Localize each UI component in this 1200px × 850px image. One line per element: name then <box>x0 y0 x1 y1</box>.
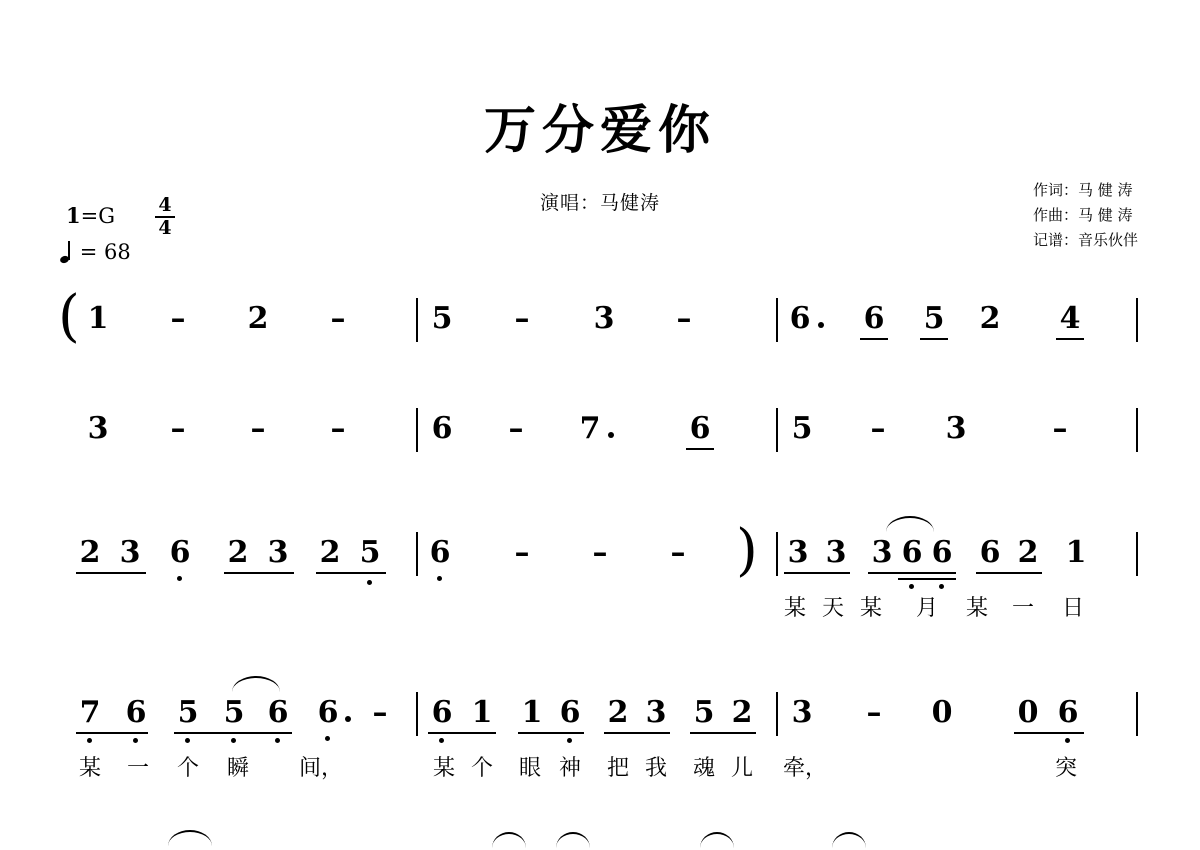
note: 5 <box>177 695 199 730</box>
open-paren: ( <box>58 284 80 349</box>
time-signature-denominator: 4 <box>158 217 172 239</box>
beam-underline <box>920 338 948 340</box>
note: 6 <box>169 535 191 570</box>
note: 3 <box>119 535 141 570</box>
notes-line <box>0 820 1200 850</box>
note: 3 <box>87 411 109 446</box>
beam-underline-2 <box>898 578 956 580</box>
lyric-syllable: 魂 <box>692 756 715 781</box>
note: 5 <box>791 411 813 446</box>
staff-row-5-partial <box>0 820 1200 850</box>
note: 3 <box>825 535 847 570</box>
augmentation-dot <box>608 432 614 438</box>
note: 2 <box>607 695 629 730</box>
lyric-syllable: 把 <box>606 756 629 781</box>
low-octave-dot <box>437 576 442 581</box>
barline <box>776 408 778 452</box>
note: – <box>592 535 608 570</box>
note: 7 <box>79 695 101 730</box>
note: 6 <box>1057 695 1079 730</box>
lyric-syllable: 突 <box>1054 756 1077 781</box>
staff-row-1 <box>0 284 1200 416</box>
note: 6 <box>431 695 453 730</box>
note: 6 <box>789 301 811 336</box>
staff-row-3 <box>0 518 1200 650</box>
note: – <box>870 411 886 446</box>
slur <box>832 832 866 848</box>
note: 1 <box>471 695 493 730</box>
beam-underline <box>976 572 1042 574</box>
note: 6 <box>689 411 711 446</box>
note: 2 <box>79 535 101 570</box>
lyrics-line <box>0 756 1200 790</box>
note: 6 <box>429 535 451 570</box>
time-signature-numerator: 4 <box>158 194 172 216</box>
lyric-syllable: 个 <box>176 756 199 781</box>
slur <box>492 832 526 848</box>
notes-line <box>0 284 1200 352</box>
lyric-syllable: 眼 <box>518 756 541 781</box>
note: – <box>250 411 266 446</box>
low-octave-dot <box>133 738 138 743</box>
note: – <box>866 695 882 730</box>
key-name: =G <box>80 204 115 228</box>
slur <box>556 832 590 848</box>
note: 3 <box>645 695 667 730</box>
low-octave-dot <box>367 580 372 585</box>
barline <box>1136 298 1138 342</box>
note: 3 <box>267 535 289 570</box>
note: 3 <box>791 695 813 730</box>
low-octave-dot <box>1065 738 1070 743</box>
credits-block <box>1033 178 1138 253</box>
slur <box>168 830 212 846</box>
note: – <box>330 301 346 336</box>
page-title: 万分爱你 <box>483 100 716 161</box>
note: 3 <box>593 301 615 336</box>
beam-underline <box>1056 338 1084 340</box>
barline <box>416 692 418 736</box>
note: 6 <box>267 695 289 730</box>
slur <box>232 676 280 692</box>
barline <box>416 298 418 342</box>
lyric-syllable: 儿 <box>730 756 753 781</box>
note: 1 <box>1065 535 1087 570</box>
composer-credit: 作曲：马 健 涛 <box>1032 206 1133 224</box>
lyric-syllable: 一 <box>126 756 149 781</box>
note: 6 <box>125 695 147 730</box>
lyric-syllable: 瞬 <box>226 756 249 781</box>
beam-underline <box>174 732 292 734</box>
low-octave-dot <box>231 738 236 743</box>
note: 2 <box>319 535 341 570</box>
lyric-syllable: 个 <box>470 756 493 781</box>
note: 2 <box>731 695 753 730</box>
low-octave-dot <box>909 584 914 589</box>
staff-row-2 <box>0 406 1200 526</box>
note: 2 <box>247 301 269 336</box>
notes-line <box>0 406 1200 462</box>
note: 0 <box>1017 695 1039 730</box>
quarter-note-icon <box>60 242 73 264</box>
staff-row-4 <box>0 690 1200 810</box>
low-octave-dot <box>567 738 572 743</box>
barline <box>776 692 778 736</box>
note: 7 <box>579 411 601 446</box>
note: – <box>508 411 524 446</box>
note: 0 <box>931 695 953 730</box>
close-paren: ) <box>736 518 758 583</box>
beam-underline <box>316 572 386 574</box>
beam-underline <box>868 572 956 574</box>
lyric-syllable: 日 <box>1061 596 1084 621</box>
beam-underline <box>518 732 584 734</box>
note: 5 <box>431 301 453 336</box>
slur <box>700 832 734 848</box>
lyric-syllable: 我 <box>644 756 667 781</box>
low-octave-dot <box>177 576 182 581</box>
lyric-syllable: 牵， <box>782 756 827 781</box>
note: 5 <box>223 695 245 730</box>
lyric-syllable: 某 <box>859 596 882 621</box>
lyric-syllable: 间， <box>298 756 343 781</box>
note: – <box>170 411 186 446</box>
key-do-number: 1 <box>66 203 81 228</box>
note: 3 <box>787 535 809 570</box>
low-octave-dot <box>325 736 330 741</box>
note: 2 <box>227 535 249 570</box>
beam-underline <box>604 732 670 734</box>
low-octave-dot <box>439 738 444 743</box>
note: 6 <box>317 695 339 730</box>
lyric-syllable: 某 <box>965 596 988 621</box>
barline <box>1136 532 1138 576</box>
low-octave-dot <box>185 738 190 743</box>
beam-underline <box>76 732 148 734</box>
low-octave-dot <box>275 738 280 743</box>
lyrics-line <box>0 596 1200 630</box>
note: 3 <box>871 535 893 570</box>
note: 2 <box>1017 535 1039 570</box>
beam-underline <box>860 338 888 340</box>
note: – <box>514 301 530 336</box>
singer-line: 演唱：马健涛 <box>539 192 660 214</box>
note: – <box>676 301 692 336</box>
note: – <box>1052 411 1068 446</box>
tempo-marking <box>60 240 131 264</box>
barline <box>416 408 418 452</box>
notes-line <box>0 690 1200 746</box>
beam-underline <box>690 732 756 734</box>
note: 5 <box>923 301 945 336</box>
note: – <box>514 535 530 570</box>
augmentation-dot <box>345 716 351 722</box>
lyricist-credit: 作词：马 健 涛 <box>1032 181 1133 199</box>
note: 6 <box>559 695 581 730</box>
barline <box>416 532 418 576</box>
lyric-syllable: 某 <box>783 596 806 621</box>
note: – <box>670 535 686 570</box>
note: 3 <box>945 411 967 446</box>
beam-underline <box>1014 732 1084 734</box>
low-octave-dot <box>87 738 92 743</box>
barline <box>776 298 778 342</box>
note: 1 <box>521 695 543 730</box>
note: 6 <box>901 535 923 570</box>
beam-underline <box>686 448 714 450</box>
lyric-syllable: 天 <box>821 596 844 621</box>
note: – <box>372 695 388 730</box>
augmentation-dot <box>818 322 824 328</box>
beam-underline <box>784 572 850 574</box>
beam-underline <box>224 572 294 574</box>
note: 6 <box>863 301 885 336</box>
lyric-syllable: 月 <box>915 596 938 621</box>
note: 6 <box>431 411 453 446</box>
note: 5 <box>359 535 381 570</box>
barline <box>1136 408 1138 452</box>
note: 6 <box>931 535 953 570</box>
note: 2 <box>979 301 1001 336</box>
note: 4 <box>1059 301 1081 336</box>
lyric-syllable: 一 <box>1011 596 1034 621</box>
note: 1 <box>87 301 109 336</box>
note: 5 <box>693 695 715 730</box>
notes-line <box>0 518 1200 586</box>
barline <box>1136 692 1138 736</box>
barline <box>776 532 778 576</box>
lyric-syllable: 神 <box>558 756 581 781</box>
lyric-syllable: 某 <box>78 756 101 781</box>
lyric-syllable: 某 <box>432 756 455 781</box>
low-octave-dot <box>939 584 944 589</box>
time-signature <box>152 196 178 238</box>
note: – <box>170 301 186 336</box>
transcriber-credit: 记谱：音乐伙伴 <box>1032 231 1138 249</box>
beam-underline <box>428 732 496 734</box>
note: – <box>330 411 346 446</box>
note: 6 <box>979 535 1001 570</box>
beam-underline <box>76 572 146 574</box>
key-signature <box>66 203 115 228</box>
tempo-value: = 68 <box>79 240 131 264</box>
